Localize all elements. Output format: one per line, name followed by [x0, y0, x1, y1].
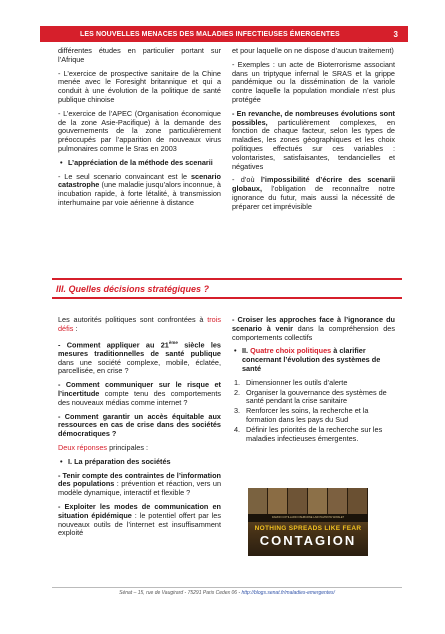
text-run-bold: - Tenir compte des contraintes de l’information des populations [58, 470, 221, 489]
face-portrait [248, 488, 268, 514]
text-run: (une maladie jusqu’alors inconnue, à incubation rapide, à forte létalité, à transmission interhumaine par voie aérienne à distance [58, 180, 221, 207]
paragraph: - Exemples : un acte de Bioterrorisme associant dans un triptyque infernal le SRAS et la grippe pandémique ou la dissémination de la variole contre laquelle la population mondiale n’est plus protégée [232, 59, 395, 104]
page-header [40, 26, 408, 42]
text-run-bold: - Comment communiquer sur le risque et l’incertitude [58, 380, 221, 398]
poster-faces [248, 488, 368, 514]
list-item [232, 407, 395, 425]
list-text: Renforcer les soins, la recherche et la formation dans les pays du Sud [246, 406, 369, 424]
paragraph: - Comment garantir un accès équitable aux ressources en cas de crise dans des sociétés démocratiques ? [58, 411, 221, 439]
paragraph: différentes études en particulier portant sur l’Afrique [58, 46, 221, 64]
column-right-bottom [232, 316, 395, 444]
text-run-bold: siècle les mesures traditionnelles de santé publique [58, 340, 221, 358]
column-left-top [58, 47, 221, 213]
poster-tagline: NOTHING SPREADS LIKE FEAR [254, 525, 362, 532]
page-footer [52, 590, 402, 596]
list-number: 2. [234, 387, 241, 397]
bullet-heading [232, 347, 395, 373]
text-run: : [73, 323, 78, 333]
text-run-bold: - Comment appliquer au 21 [58, 340, 169, 350]
text-run-bold: scenario catastrophe [58, 171, 221, 190]
text-run-bold: - En revanche, de nombreuses évolutions sont possibles, [232, 108, 395, 127]
bullet-heading: • L’appréciation de la méthode des scenarii [58, 159, 221, 168]
paragraph: - L’exercice de prospective sanitaire de la Chine menée avec le Foresight britannique et qui a conduit à une évolution de la politique de santé publique chinoise [58, 68, 221, 104]
face-portrait [268, 488, 288, 514]
section-heading [52, 278, 402, 299]
text-run: dans la compréhension des comportements collectifs [232, 323, 395, 342]
section-title: III. Quelles décisions stratégiques ? [56, 283, 210, 294]
footer-url[interactable]: http://blogs.senat.fr/maladies-emergentes/ [241, 590, 335, 596]
superscript: ème [168, 339, 178, 345]
face-portrait [328, 488, 348, 514]
text-run-red: Deux réponses [58, 442, 108, 452]
list-text: Dimensionner les outils d’alerte [246, 377, 348, 387]
paragraph: et pour laquelle on ne dispose d’aucun traitement) [232, 46, 394, 55]
bullet-heading: • I. La préparation des sociétés [58, 458, 221, 467]
contagion-movie-poster [248, 488, 368, 556]
text-run: l’obligation de reconnaître notre ignorance du futur, mais aussi la nécessité de préparer cet imprévisible [232, 184, 395, 211]
text-run: - Le seul scenario convaincant est le [58, 171, 191, 181]
list-number: 1. [234, 377, 241, 387]
list-text: Définir les priorités de la recherche sur les maladies infectieuses émergentes. [246, 424, 383, 443]
text-run: : prévention et réaction, vers un modèle dynamique, interactif et flexible ? [58, 479, 221, 498]
text-run-red: Quatre choix politiques [250, 346, 332, 356]
paragraph [232, 110, 395, 172]
numbered-list [232, 379, 395, 444]
face-portrait [288, 488, 308, 514]
text-run: compte tenu des comportements des nouveaux médias comme internet ? [58, 389, 221, 407]
text-run: - d’où [232, 175, 261, 185]
poster-title: CONTAGION [259, 533, 357, 548]
list-number: 3. [234, 406, 241, 416]
column-left-bottom [58, 316, 221, 543]
list-item [232, 426, 395, 444]
text-run: : le potentiel offert par les nouveaux outils de l’internet est insuffisamment exploité [58, 510, 221, 538]
text-run: particulièrement complexes, en fonction de chaque facteur, selon les types de maladies, les zones géographiques et les choix politiques effectués sur ces variables : volontaristes, satisfaisantes, tendancielles et négatives [232, 117, 395, 171]
paragraph [58, 316, 221, 334]
face-portrait [348, 488, 368, 514]
text-run: principales : [107, 442, 149, 452]
list-text: Organiser la gouvernance des systèmes de santé pendant la crise sanitaire [246, 387, 387, 406]
text-run: Les autorités politiques sont confrontées à [58, 315, 208, 324]
text-run-bold: - Croiser les approches face à l’ignorance du scenario à venir [232, 315, 395, 333]
paragraph [58, 444, 221, 453]
list-item [232, 389, 395, 407]
footer-address: Sénat – 15, rue de Vaugirard - 75291 Paris Cedex 06 - [119, 590, 242, 596]
paragraph [58, 472, 221, 498]
list-item [232, 379, 395, 388]
face-portrait [308, 488, 328, 514]
paragraph [58, 381, 221, 407]
text-run-bold: l’impossibilité d’écrire des scenarii globaux, [232, 175, 396, 194]
text-run-bold: - Exploiter les modes de communication en situation épidémique [58, 501, 221, 520]
paragraph [58, 339, 221, 377]
poster-cast: DAMON COTILLARD FISHBURNE LAW PALTROW WINSLET [248, 514, 368, 522]
paragraph [232, 176, 395, 211]
header-title: LES NOUVELLES MENACES DES MALADIES INFECTIEUSES ÉMERGENTES [80, 30, 340, 38]
text-run: dans une société complexe, mobile, éclatée, parcellisée, en crise ? [58, 357, 221, 376]
page-number: 3 [393, 29, 398, 39]
paragraph [232, 316, 395, 342]
footer-divider [52, 587, 402, 588]
column-right-top [232, 47, 395, 217]
paragraph [58, 173, 221, 208]
text-run: à clarifier concernant l’évolution des systèmes de santé [242, 346, 381, 373]
text-run-red: trois défis [58, 315, 221, 333]
paragraph [58, 503, 221, 538]
list-number: 4. [234, 424, 241, 434]
paragraph: - L’exercice de l’APEC (Organisation économique de la zone Asie-Pacifique) à la demande des gouvernements de la zone particulièrement préoccupés par l’apparition de nouveaux virus pulmonaires comme le Sras en 2003 [58, 108, 221, 153]
text-run: II. [242, 346, 251, 356]
